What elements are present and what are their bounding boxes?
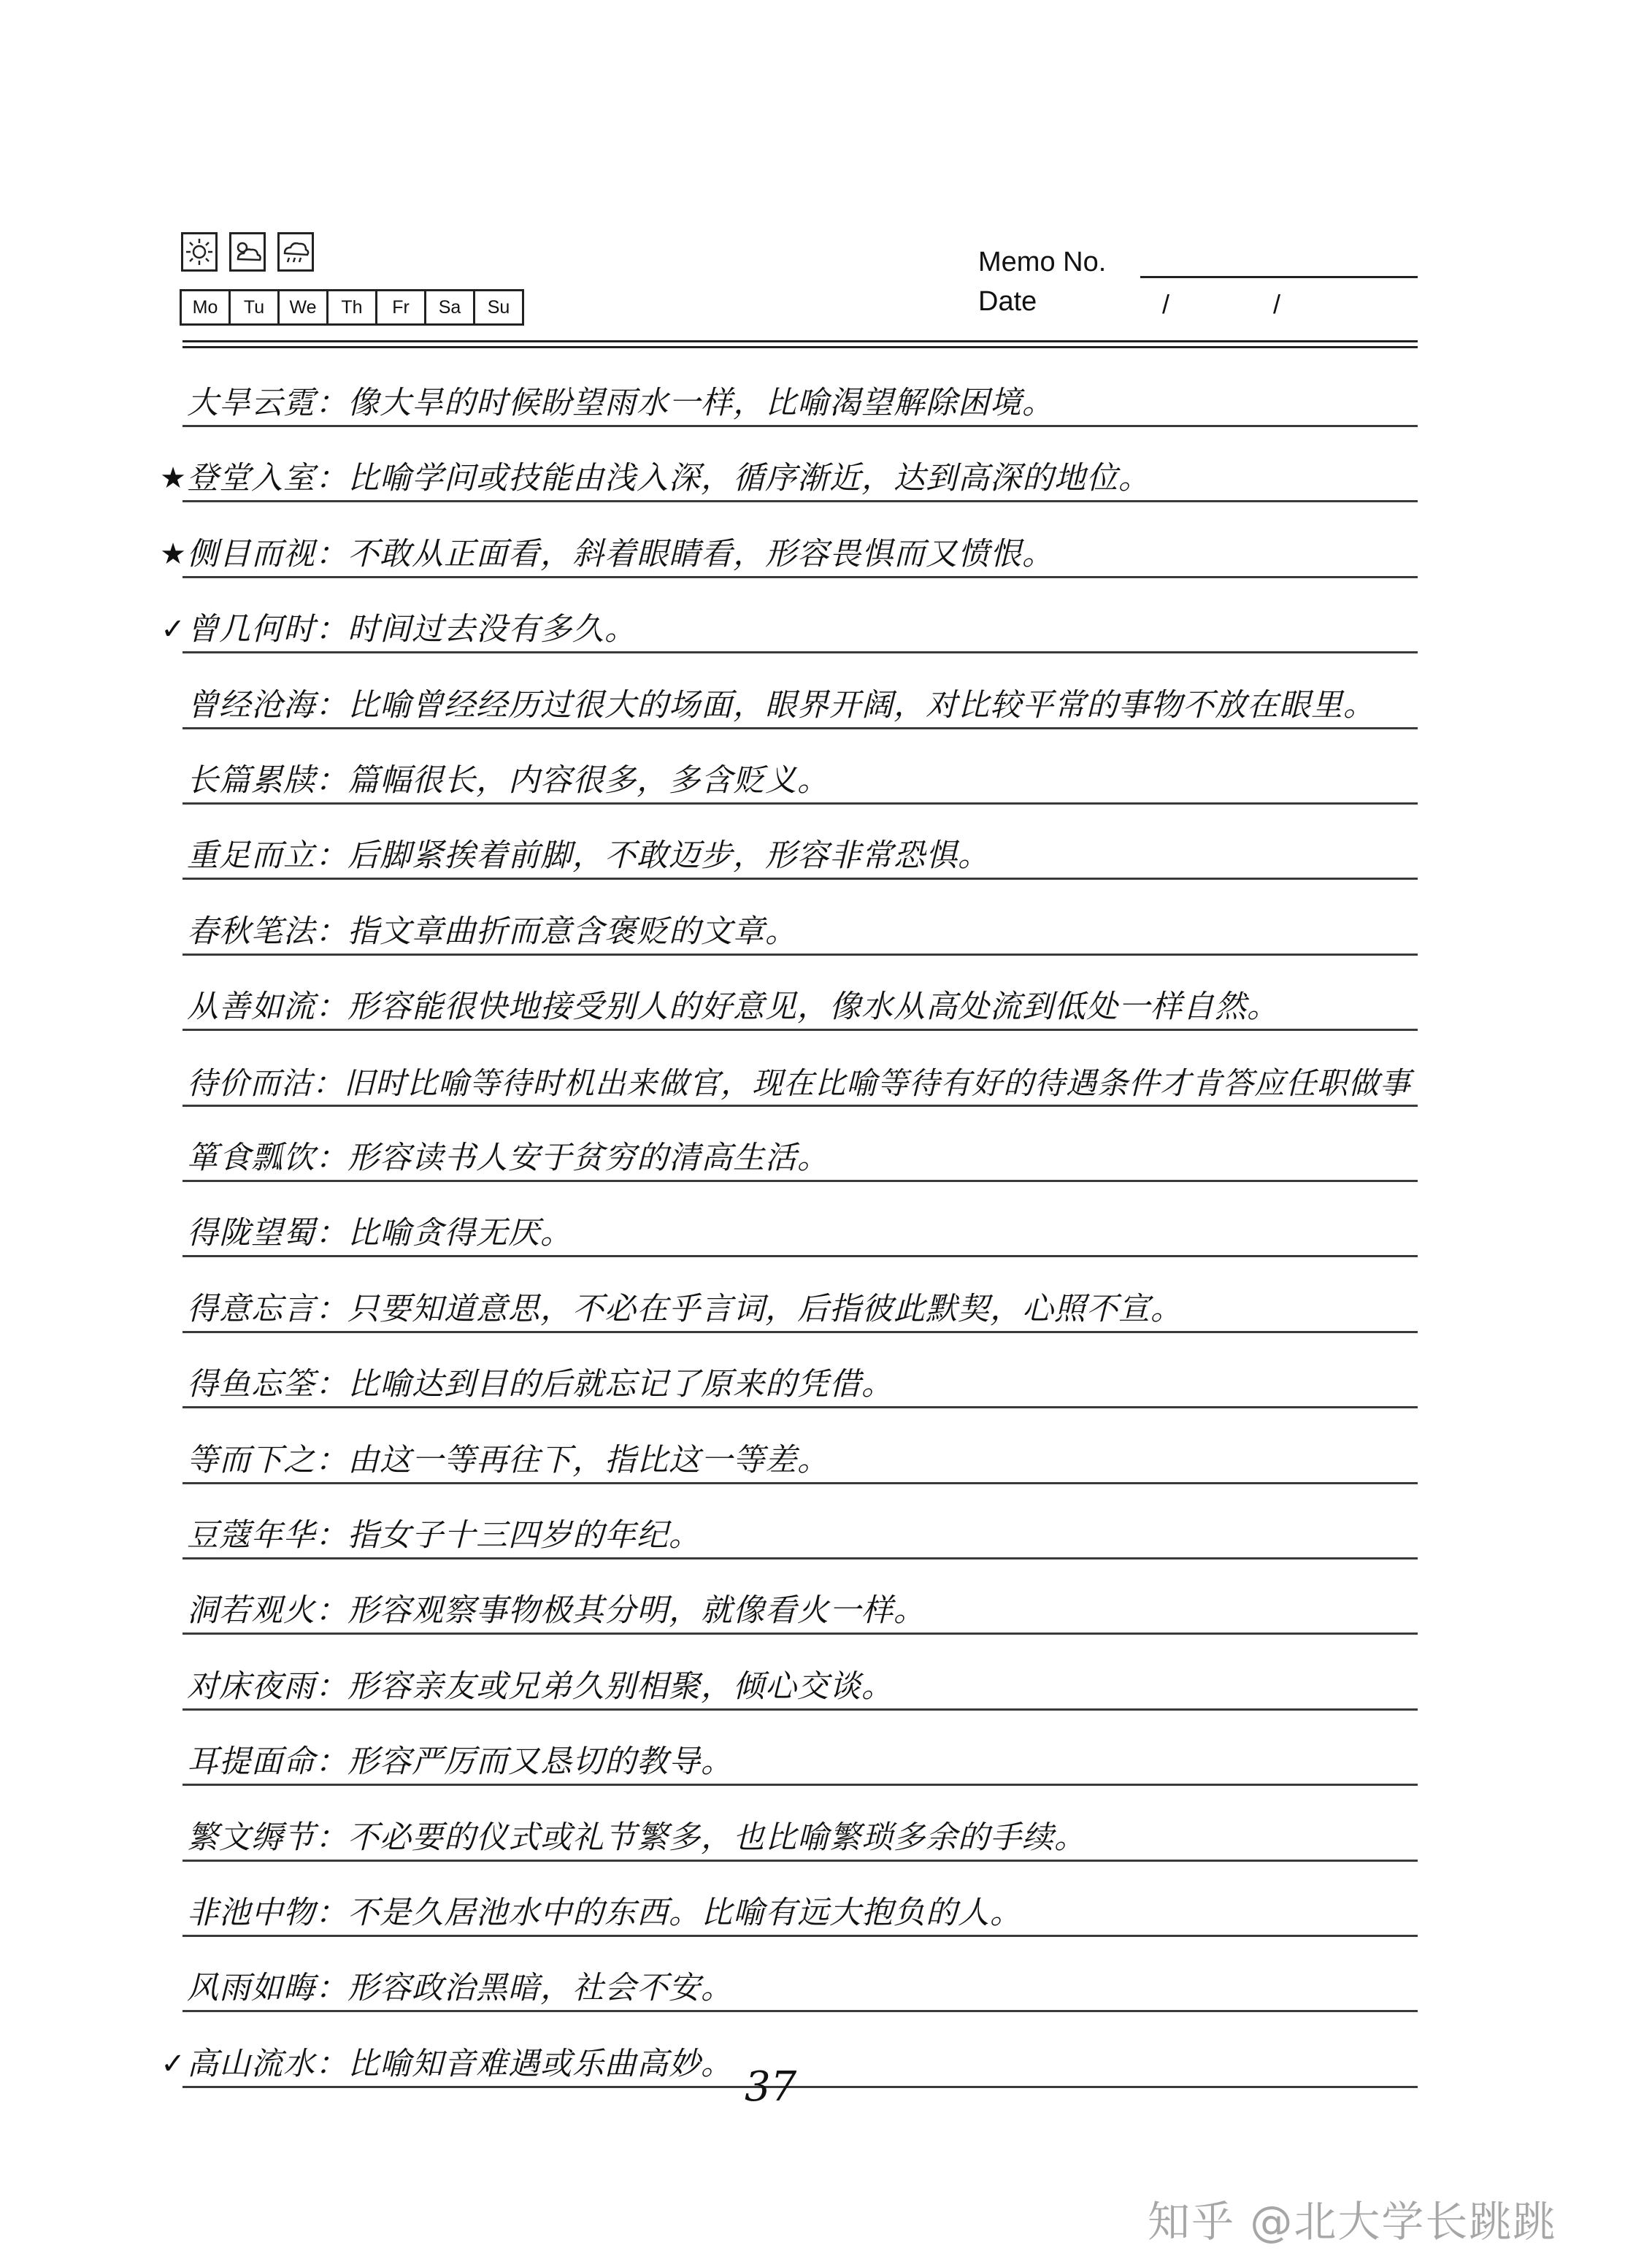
entry-text: 得意忘言：只要知道意思，不必在乎言词，后指彼此默契，心照不宣。 <box>187 1291 1183 1327</box>
list-item <box>159 1197 1473 1255</box>
day-box: Mo <box>182 291 231 323</box>
entry-mark <box>159 2003 187 2010</box>
entry-mark <box>159 1248 187 1255</box>
entry-text: 箪食瓢饮：形容读书人安于贫穷的清高生活。 <box>187 1140 829 1176</box>
day-box: Sa <box>426 291 475 323</box>
list-item <box>159 895 1473 954</box>
day-box: Tu <box>231 291 280 323</box>
entry-text: 繁文缛节：不必要的仪式或礼节繁多，也比喻繁琐多余的手续。 <box>187 1819 1086 1856</box>
entry-mark: ✓ <box>161 613 185 646</box>
page-number: 37 <box>745 2063 797 2111</box>
ruled-line <box>183 802 1418 805</box>
rain-icon <box>277 232 314 272</box>
entry-mark <box>159 1475 187 1482</box>
entry-text: 春秋笔法：指文章曲折而意含褒贬的文章。 <box>187 913 797 950</box>
entry-text: 侧目而视：不敢从正面看，斜着眼睛看，形容畏惧而又愤恨。 <box>187 536 1054 572</box>
date-separator: / <box>1273 289 1281 319</box>
ruled-line <box>183 1331 1418 1333</box>
ruled-line <box>183 1860 1418 1862</box>
list-item <box>159 669 1473 727</box>
ruled-line <box>183 1180 1418 1182</box>
entry-text: 耳提面命：形容严厉而又恳切的教导。 <box>187 1743 733 1780</box>
entry-text: 长篇累牍：篇幅很长，内容很多，多含贬义。 <box>187 762 829 799</box>
entry-mark <box>159 1324 187 1331</box>
entry-mark <box>159 1701 187 1708</box>
list-item <box>159 1952 1473 2010</box>
ruled-line <box>183 1557 1418 1559</box>
list-item <box>159 1876 1473 1935</box>
ruled-line <box>183 1632 1418 1635</box>
entry-mark <box>159 1776 187 1784</box>
day-box: We <box>280 291 329 323</box>
entry-text: 待价而沽：旧时比喻等待时机出来做官，现在比喻等待有好的待遇条件才肯答应任职做事 <box>187 1065 1412 1101</box>
list-item <box>159 1273 1473 1331</box>
list-item <box>159 1121 1473 1180</box>
day-box: Th <box>329 291 377 323</box>
ruled-line <box>183 2010 1418 2012</box>
entry-text: 重足而立：后脚紧挨着前脚，不敢迈步，形容非常恐惧。 <box>187 837 990 874</box>
weather-icons <box>181 232 314 272</box>
list-item <box>159 1725 1473 1784</box>
list-item <box>159 593 1473 651</box>
ruled-line <box>183 500 1418 502</box>
list-item <box>159 1574 1473 1632</box>
entry-text: 大旱云霓：像大旱的时候盼望雨水一样，比喻渴望解除困境。 <box>187 385 1054 421</box>
ruled-line <box>183 2086 1418 2088</box>
ruled-line <box>183 651 1418 653</box>
ruled-line <box>183 425 1418 427</box>
cloudy-icon <box>229 232 266 272</box>
ruled-line <box>183 1708 1418 1711</box>
date-separator: / <box>1162 289 1170 319</box>
entry-text: 得鱼忘筌：比喻达到目的后就忘记了原来的凭借。 <box>187 1366 894 1403</box>
ruled-line <box>183 727 1418 729</box>
entry-text: 登堂入室：比喻学问或技能由浅入深，循序渐近，达到高深的地位。 <box>187 460 1150 496</box>
list-item <box>159 2027 1473 2086</box>
day-box: Su <box>487 296 510 318</box>
entry-mark <box>159 1625 187 1632</box>
ruled-line <box>183 1935 1418 1937</box>
entry-mark <box>159 1097 187 1105</box>
ruled-line <box>183 1105 1418 1107</box>
date-label: Date <box>978 286 1037 317</box>
entry-mark <box>159 795 187 802</box>
entry-mark <box>159 1399 187 1406</box>
entry-text: 风雨如晦：形容政治黑暗，社会不安。 <box>187 1970 733 2006</box>
entry-mark <box>159 1021 187 1029</box>
day-box: Fr <box>377 291 426 323</box>
ruled-line <box>183 1482 1418 1484</box>
ruled-line <box>183 1784 1418 1786</box>
ruled-line <box>183 1406 1418 1408</box>
entry-text: 豆蔻年华：指女子十三四岁的年纪。 <box>187 1517 701 1554</box>
entry-text: 等而下之：由这一等再往下，指比这一等差。 <box>187 1442 829 1478</box>
entry-text: 对床夜雨：形容亲友或兄弟久别相聚，倾心交谈。 <box>187 1668 894 1705</box>
entry-text: 从善如流：形容能很快地接受别人的好意见，像水从高处流到低处一样自然。 <box>187 989 1279 1025</box>
list-item <box>159 1650 1473 1708</box>
memo-line <box>1140 276 1418 278</box>
header-rule <box>183 340 1418 342</box>
ruled-line <box>183 954 1418 956</box>
list-item <box>159 1499 1473 1557</box>
entry-mark: ★ <box>160 537 186 571</box>
ruled-line <box>183 1255 1418 1257</box>
entry-mark <box>159 870 187 878</box>
list-item <box>159 744 1473 802</box>
entry-text: 非池中物：不是久居池水中的东西。比喻有远大抱负的人。 <box>187 1895 1022 1931</box>
list-item <box>159 1801 1473 1860</box>
list-item <box>159 819 1473 878</box>
weekday-boxes <box>180 289 524 326</box>
ruled-line <box>183 1029 1418 1031</box>
entry-mark <box>159 946 187 954</box>
entry-text: 洞若观火：形容观察事物极其分明，就像看火一样。 <box>187 1592 926 1629</box>
entry-mark <box>159 1173 187 1180</box>
entry-mark <box>159 720 187 727</box>
entry-text: 曾几何时：时间过去没有多久。 <box>187 611 637 648</box>
entry-text: 得陇望蜀：比喻贪得无厌。 <box>187 1215 572 1251</box>
watermark: 知乎 @北大学长跳跳 <box>1148 2197 1557 2247</box>
entry-text: 曾经沧海：比喻曾经经历过很大的场面，眼界开阔，对比较平常的事物不放在眼里。 <box>187 687 1375 724</box>
ruled-line <box>183 576 1418 578</box>
ruled-line <box>183 878 1418 880</box>
entry-mark: ★ <box>160 461 186 495</box>
memo-label: Memo No. <box>978 247 1107 277</box>
entry-mark <box>159 1852 187 1860</box>
list-item <box>159 367 1473 425</box>
list-item <box>159 442 1473 500</box>
header-rule <box>183 346 1418 348</box>
entry-mark <box>159 1550 187 1557</box>
list-item <box>159 970 1473 1029</box>
entry-mark: ✓ <box>161 2047 185 2081</box>
list-item <box>159 1424 1473 1482</box>
sun-icon <box>181 232 218 272</box>
list-item <box>159 1348 1473 1406</box>
entry-mark <box>159 418 187 425</box>
entry-text: 高山流水：比喻知音难遇或乐曲高妙。 <box>187 2046 733 2082</box>
entry-mark <box>159 1927 187 1935</box>
list-item <box>159 1046 1473 1105</box>
list-item <box>159 518 1473 576</box>
